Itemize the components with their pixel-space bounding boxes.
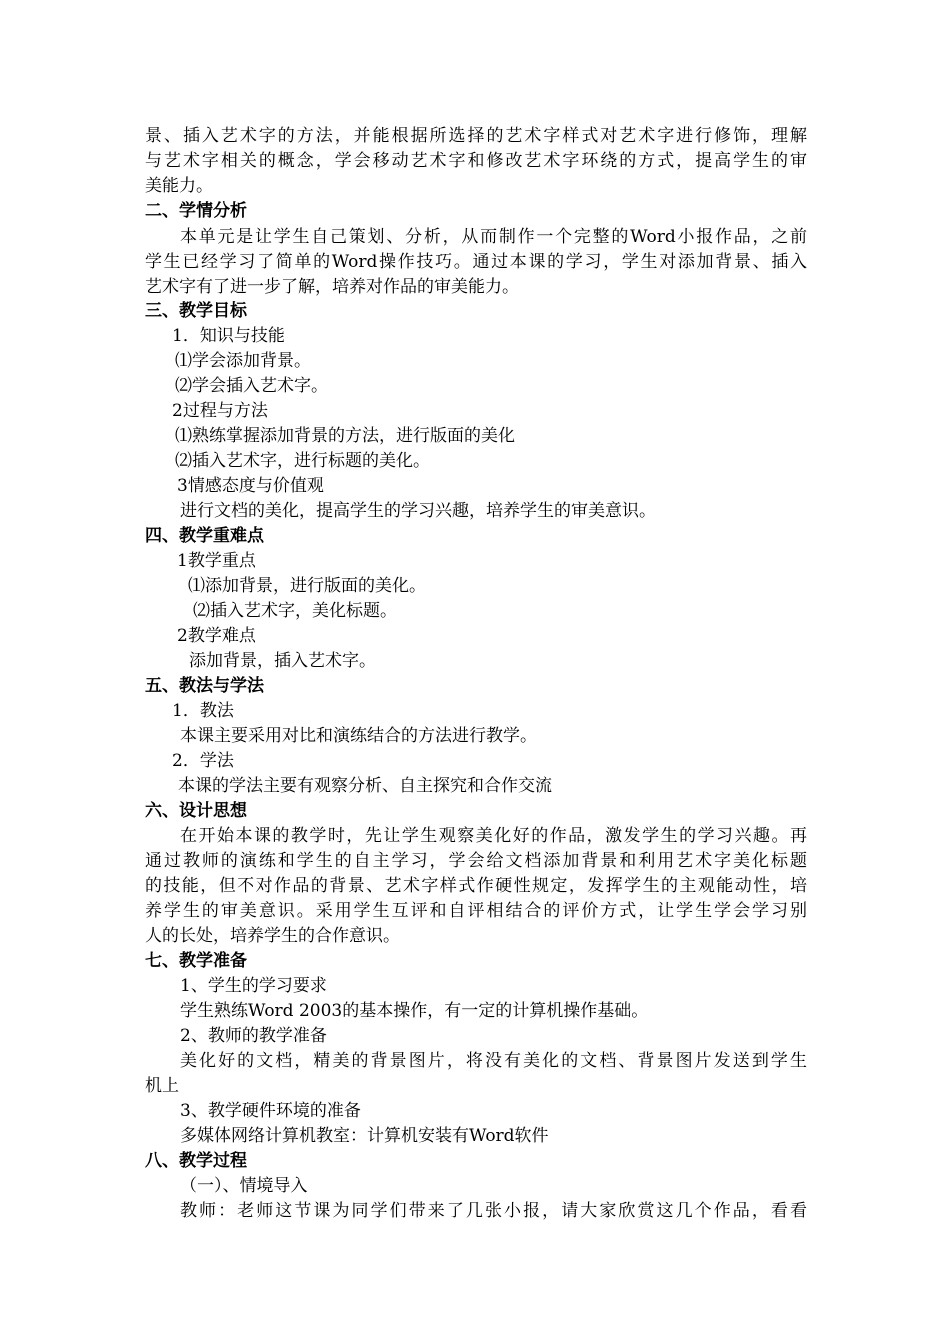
paragraph-line: 学生已经学习了简单的Word操作技巧。通过本课的学习，学生对添加背景、插入 (145, 252, 807, 272)
paragraph-line: 的技能，但不对作品的背景、艺术字样式作硬性规定，发挥学生的主观能动性，培 (145, 876, 807, 896)
paragraph-line: 教师：老师这节课为同学们带来了几张小报，请大家欣赏这几个作品，看看 (180, 1201, 807, 1221)
section-heading: 七、教学准备 (145, 951, 247, 971)
paragraph-line: 养学生的审美意识。采用学生互评和自评相结合的评价方式，让学生学会学习别 (145, 901, 807, 921)
paragraph-line: 进行文档的美化，提高学生的学习兴趣，培养学生的审美意识。 (180, 501, 656, 521)
paragraph-line: 与艺术字相关的概念，学会移动艺术字和修改艺术字环绕的方式，提高学生的审 (145, 151, 807, 171)
list-item: ⑴学会添加背景。 (175, 351, 311, 371)
section-heading: 三、教学目标 (145, 301, 247, 321)
subsection-label: （一）、情境导入 (180, 1176, 308, 1196)
list-item: ⑴添加背景，进行版面的美化。 (188, 576, 426, 596)
paragraph-line: 通过教师的演练和学生的自主学习，学会给文档添加背景和利用艺术字美化标题 (145, 851, 807, 871)
paragraph-line: 本课的学法主要有观察分析、自主探究和合作交流 (178, 776, 552, 796)
section-heading: 八、教学过程 (145, 1151, 247, 1171)
subsection-label: 2过程与方法 (172, 401, 268, 421)
subsection-label: 1．知识与技能 (172, 326, 285, 346)
subsection-label: 2教学难点 (177, 626, 256, 646)
subsection-label: 3情感态度与价值观 (177, 476, 324, 496)
paragraph-line: 美化好的文档，精美的背景图片，将没有美化的文档、背景图片发送到学生 (180, 1051, 807, 1071)
subsection-label: 1、学生的学习要求 (180, 976, 327, 996)
list-item: ⑵插入艺术字，美化标题。 (193, 601, 397, 621)
list-item: ⑴熟练掌握添加背景的方法，进行版面的美化 (175, 426, 515, 446)
paragraph-line: 人的长处，培养学生的合作意识。 (145, 926, 400, 946)
subsection-label: 2．学法 (172, 751, 234, 771)
section-heading: 四、教学重难点 (145, 526, 264, 546)
paragraph-line: 景、插入艺术字的方法，并能根据所选择的艺术字样式对艺术字进行修饰，理解 (145, 126, 807, 146)
paragraph-line: 学生熟练Word 2003的基本操作，有一定的计算机操作基础。 (180, 1001, 649, 1021)
list-item: ⑵学会插入艺术字。 (175, 376, 328, 396)
paragraph-line: 艺术字有了进一步了解，培养对作品的审美能力。 (145, 277, 519, 297)
section-heading: 二、学情分析 (145, 201, 247, 221)
list-item: ⑵插入艺术字，进行标题的美化。 (175, 451, 430, 471)
paragraph-line: 添加背景，插入艺术字。 (189, 651, 376, 671)
paragraph-line: 本课主要采用对比和演练结合的方法进行教学。 (180, 726, 537, 746)
paragraph-line: 多媒体网络计算机教室：计算机安装有Word软件 (180, 1126, 549, 1146)
paragraph-line: 在开始本课的教学时，先让学生观察美化好的作品，激发学生的学习兴趣。再 (180, 826, 807, 846)
subsection-label: 1．教法 (172, 701, 234, 721)
subsection-label: 1教学重点 (177, 551, 256, 571)
subsection-label: 3、教学硬件环境的准备 (180, 1101, 361, 1121)
section-heading: 六、设计思想 (145, 801, 247, 821)
paragraph-line: 机上 (145, 1076, 179, 1096)
subsection-label: 2、教师的教学准备 (180, 1026, 327, 1046)
section-heading: 五、教法与学法 (145, 676, 264, 696)
paragraph-line: 美能力。 (145, 176, 213, 196)
paragraph-line: 本单元是让学生自己策划、分析，从而制作一个完整的Word小报作品，之前 (180, 227, 807, 247)
